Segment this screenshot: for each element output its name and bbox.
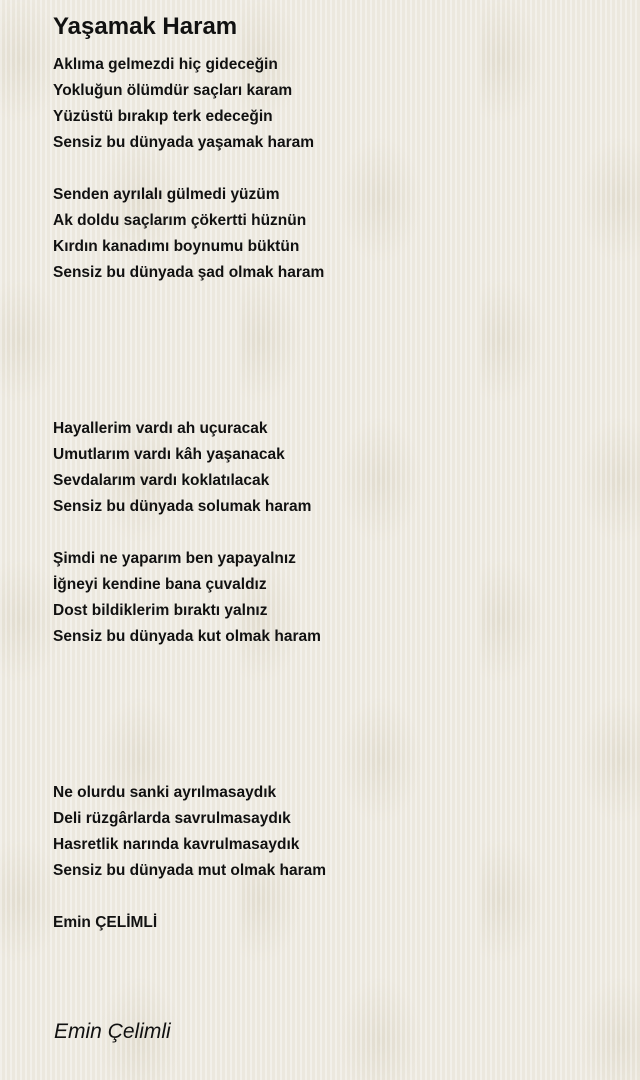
author-signature: Emin Çelimli [54, 1020, 171, 1043]
poem-body: Aklıma gelmezdi hiç gideceğin Yokluğun ölümdür saçları karam Yüzüstü bırakıp terk edeceğin Sensiz bu dünyada yaşamak haram Senden ayrılalı gülmedi yüzüm Ak doldu saçlarım çökertti hüznün Kırdın kanadımı boynumu büktün Sensiz bu dünyada şad olmak haram Hayallerim vardı ah uçuracak Umutlarım vardı kâh yaşanacak Sevdalarım vardı koklatılacak Sensiz bu dünyada solumak haram Şimdi ne yaparım ben yapayalnız İğneyi kendine bana çuvaldız Dost bildiklerim bıraktı yalnız Sensiz bu dünyada kut olmak haram Ne olurdu sanki ayrılmasaydık Deli rüzgârlarda savrulmasaydık Hasretlik narında kavrulmasaydık Sensiz bu dünyada mut olmak haram Emin ÇELİMLİ [53, 56, 327, 931]
poem-title: Yaşamak Haram [53, 13, 238, 40]
